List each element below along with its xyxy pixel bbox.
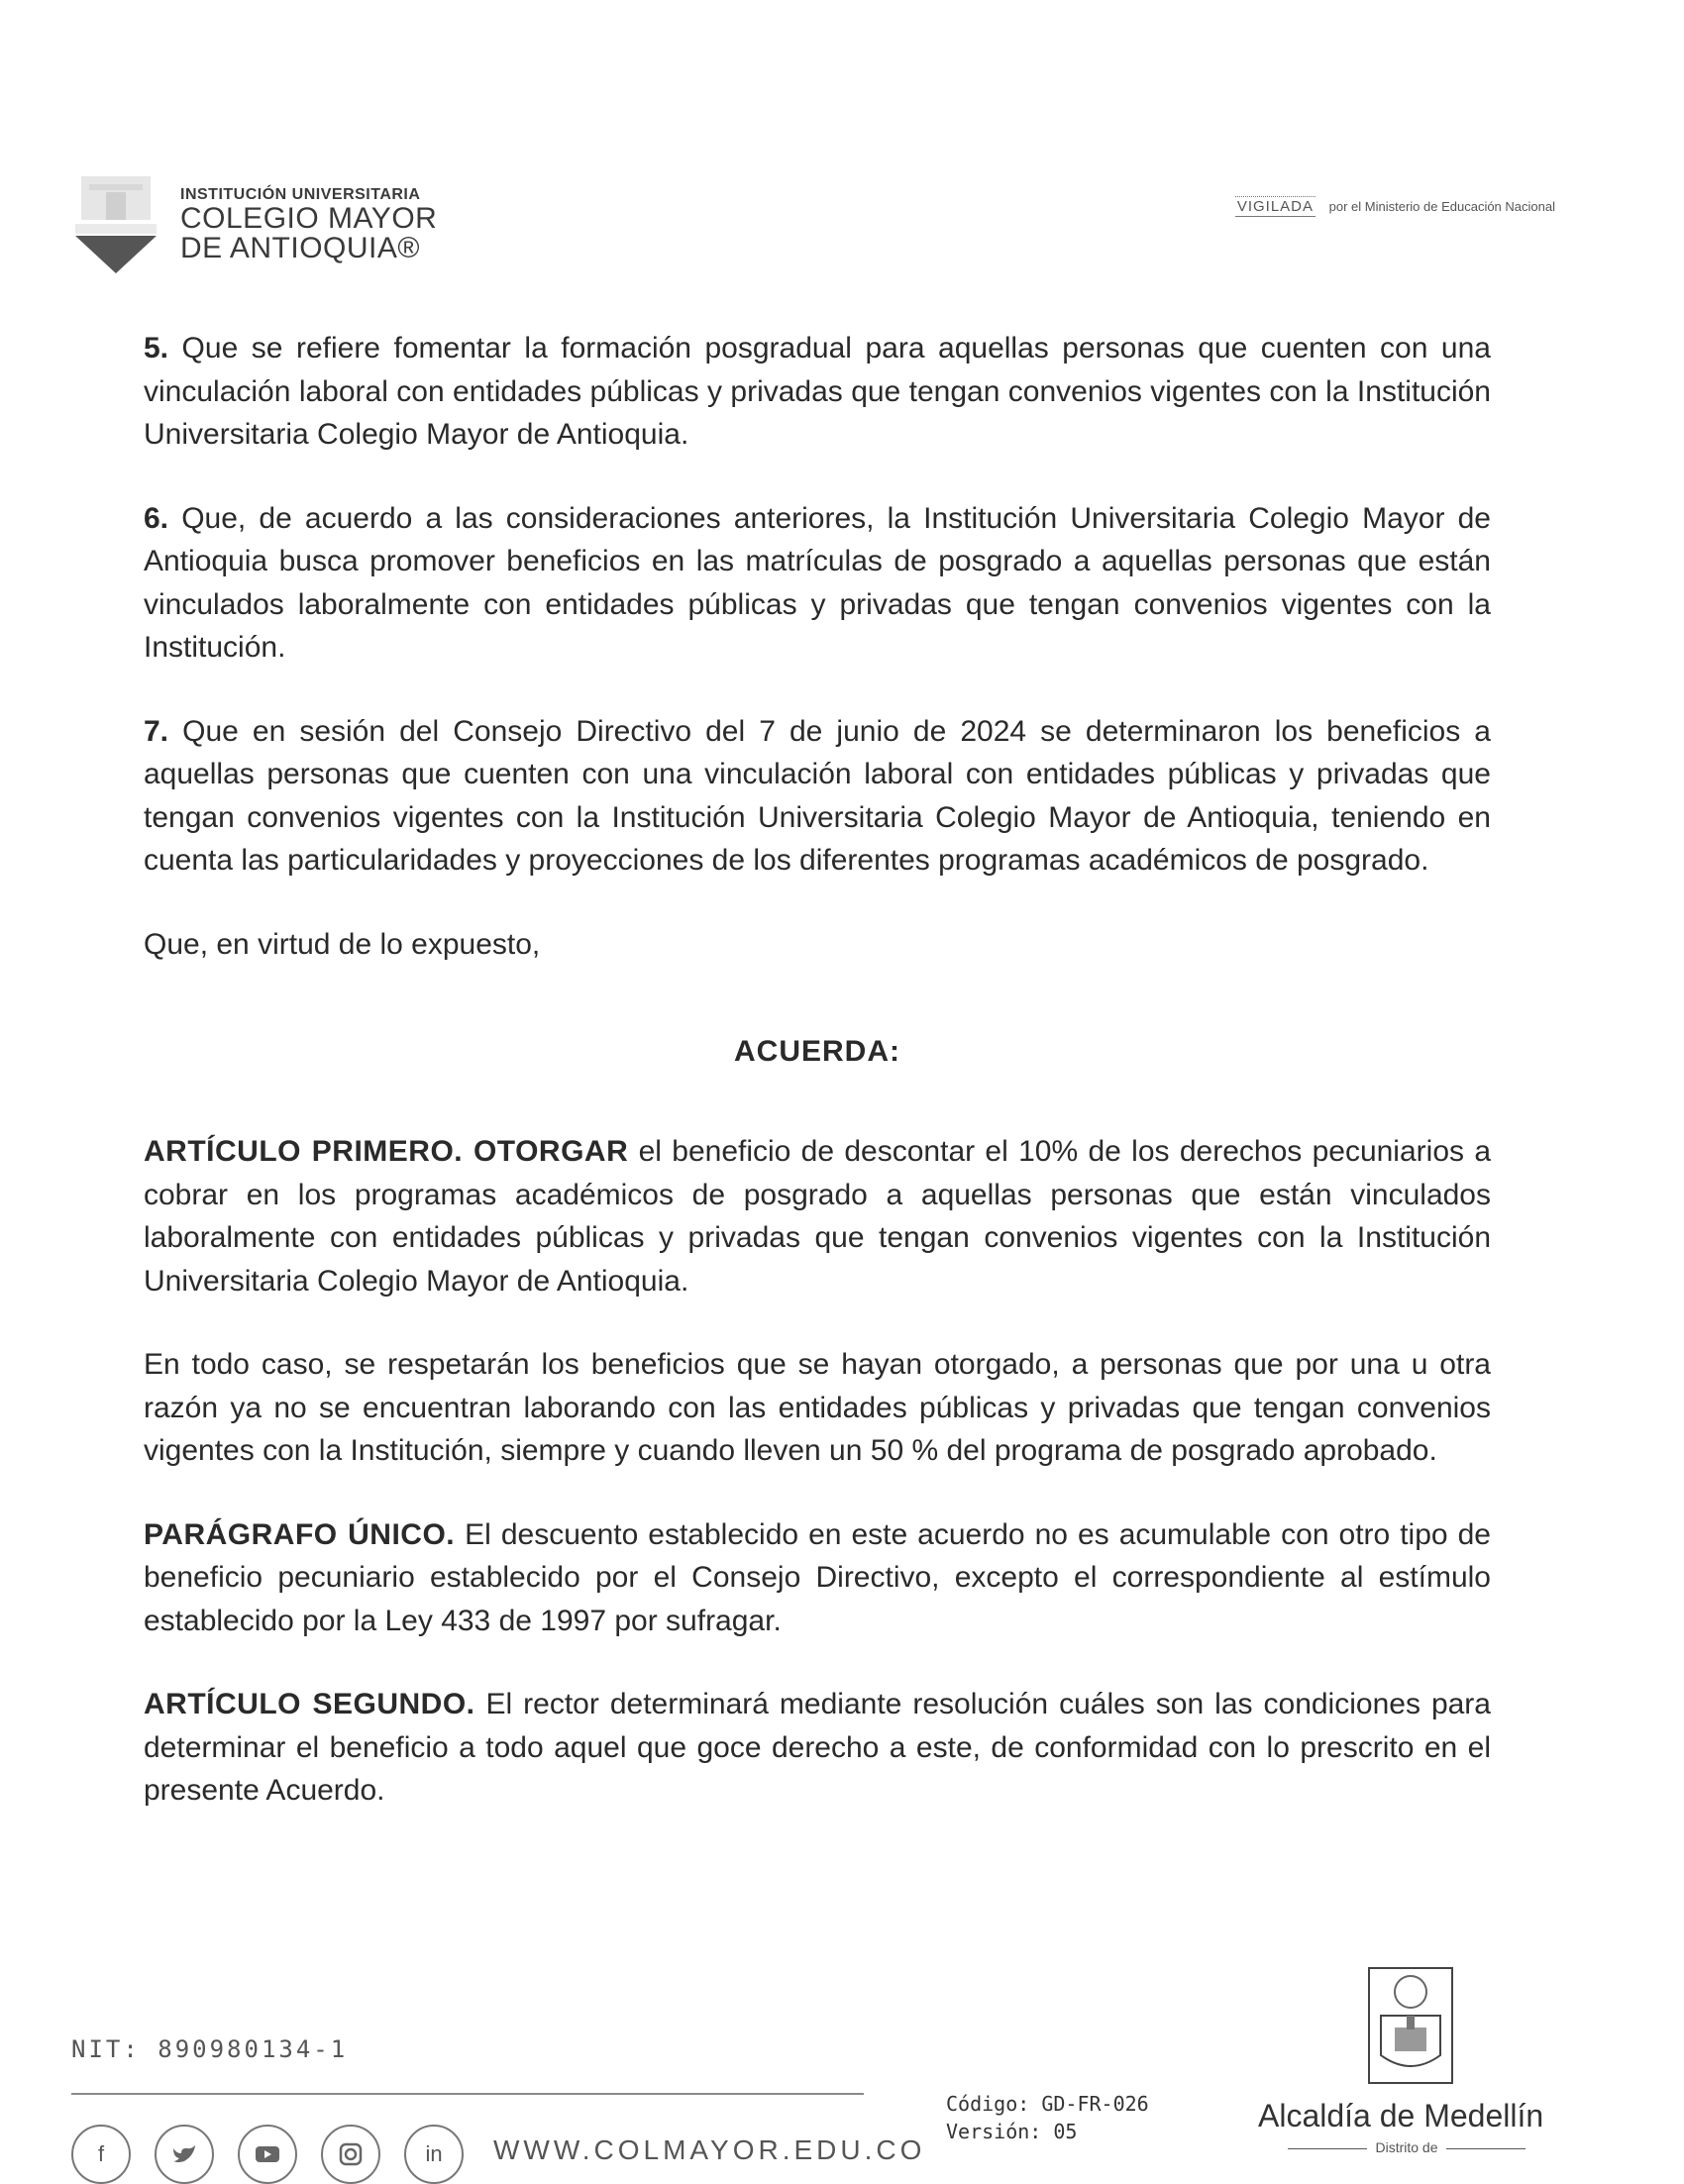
institution-name-line2: DE ANTIOQUIA® (180, 232, 420, 264)
paragrafo-unico-lead: PARÁGRAFO ÚNICO. (144, 1517, 456, 1551)
acuerda-heading: ACUERDA: (734, 1035, 900, 1068)
item-number: 6. (144, 501, 169, 535)
vigilada-seal (1235, 198, 1555, 215)
twitter-icon[interactable] (155, 2125, 214, 2184)
item-number: 5. (144, 332, 169, 364)
articulo-segundo (144, 1683, 1491, 1813)
vigilada-label: VIGILADA (1236, 198, 1315, 215)
considerando-6 (144, 497, 1491, 670)
item-number: 7. (144, 714, 169, 748)
youtube-icon[interactable] (238, 2125, 297, 2184)
medellin-coat-of-arms-icon (1367, 1966, 1454, 2085)
codigo-text: Código: GD-FR-026 (946, 2092, 1149, 2116)
articulo-primero-text: el beneficio de descontar el 10% de los derechos pecuniarios a cobrar en los programas académicos de posgrado a aquellas personas que están vinculados laboralmente con entidades públicas y privadas que tengan convenios vigentes con la Institución Universitaria Colegio Mayor de Antioquia. (144, 1135, 1492, 1298)
document-body (144, 327, 1491, 1853)
item-text: Que, de acuerdo a las consideraciones anteriores, la Institución Universitaria Colegio Mayor de Antioquia busca promover beneficios en las matrículas de posgrado a aquellas personas que están vinculados laboralmente con entidades públicas y privadas que tengan convenios vigentes con la Institución. (144, 501, 1491, 664)
linkedin-icon[interactable]: in (404, 2125, 464, 2184)
social-links (71, 2125, 464, 2184)
articulo-primero (144, 1130, 1491, 1302)
institution-name (180, 186, 437, 263)
articulo-segundo-lead: ARTÍCULO SEGUNDO. (144, 1688, 475, 1720)
paragrafo-unico (144, 1513, 1491, 1643)
considerando-7 (144, 710, 1491, 883)
instagram-icon[interactable] (321, 2125, 380, 2184)
considerando-5 (144, 327, 1491, 457)
paragrafo-unico-text: El descuento establecido en este acuerdo no es acumulable con otro tipo de beneficio pecuniario establecido por el Consejo Directivo, excepto el correspondiente al estímulo establecido por la Ley 433 de 1997 por sufragar. (144, 1517, 1491, 1637)
articulo-primero-lead: ARTÍCULO PRIMERO. OTORGAR (144, 1135, 629, 1168)
item-text: Que en sesión del Consejo Directivo del 7 de junio de 2024 se determinaron los beneficios a aquellas personas que cuenten con una vinculación laboral con entidades públicas y privadas que tengan convenios vigentes con la Institución Universitaria Colegio Mayor de Antioquia, teniendo en cuenta las particularidades y proyecciones de los diferentes programas académicos de posgrado. (144, 714, 1491, 877)
que-expuesto: Que, en virtud de lo expuesto, (144, 927, 541, 961)
footer-divider (71, 2093, 864, 2095)
document-code (946, 2090, 1149, 2145)
institution-logo (71, 168, 468, 287)
en-todo-caso: En todo caso, se respetarán los beneficios que se hayan otorgado, a personas que por una u otra razón ya no se encuentran laborando con las entidades públicas y privadas que tengan convenios vigentes con la Institución, siempre y cuando lleven un 50 % del programa de posgrado aprobado. (144, 1348, 1491, 1467)
vigilada-text: por el Ministerio de Educación Nacional (1328, 199, 1555, 214)
alcaldia-name: Alcaldía de Medellín (1258, 2098, 1544, 2133)
institution-type: INSTITUCIÓN UNIVERSITARIA (180, 186, 421, 203)
version-text: Versión: 05 (946, 2120, 1078, 2143)
nit-number: NIT: 890980134-1 (71, 2035, 349, 2063)
alcaldia-subtitle: Distrito de (1258, 2139, 1555, 2155)
facebook-icon[interactable]: f (71, 2125, 131, 2184)
colegio-mayor-emblem-icon (71, 174, 160, 283)
item-text: Que se refiere fomentar la formación posgradual para aquellas personas que cuenten con una vinculación laboral con entidades públicas y privadas que tengan convenios vigentes con la Institución Universitaria Colegio Mayor de Antioquia. (144, 332, 1491, 451)
articulo-segundo-text: El rector determinará mediante resolución cuáles son las condiciones para determinar el beneficio a todo aquel que goce derecho a este, de conformidad con lo prescrito en el presente Acuerdo. (144, 1688, 1491, 1807)
institution-name-line1: COLEGIO MAYOR (180, 202, 438, 235)
website-link[interactable]: WWW.COLMAYOR.EDU.CO (493, 2134, 926, 2165)
